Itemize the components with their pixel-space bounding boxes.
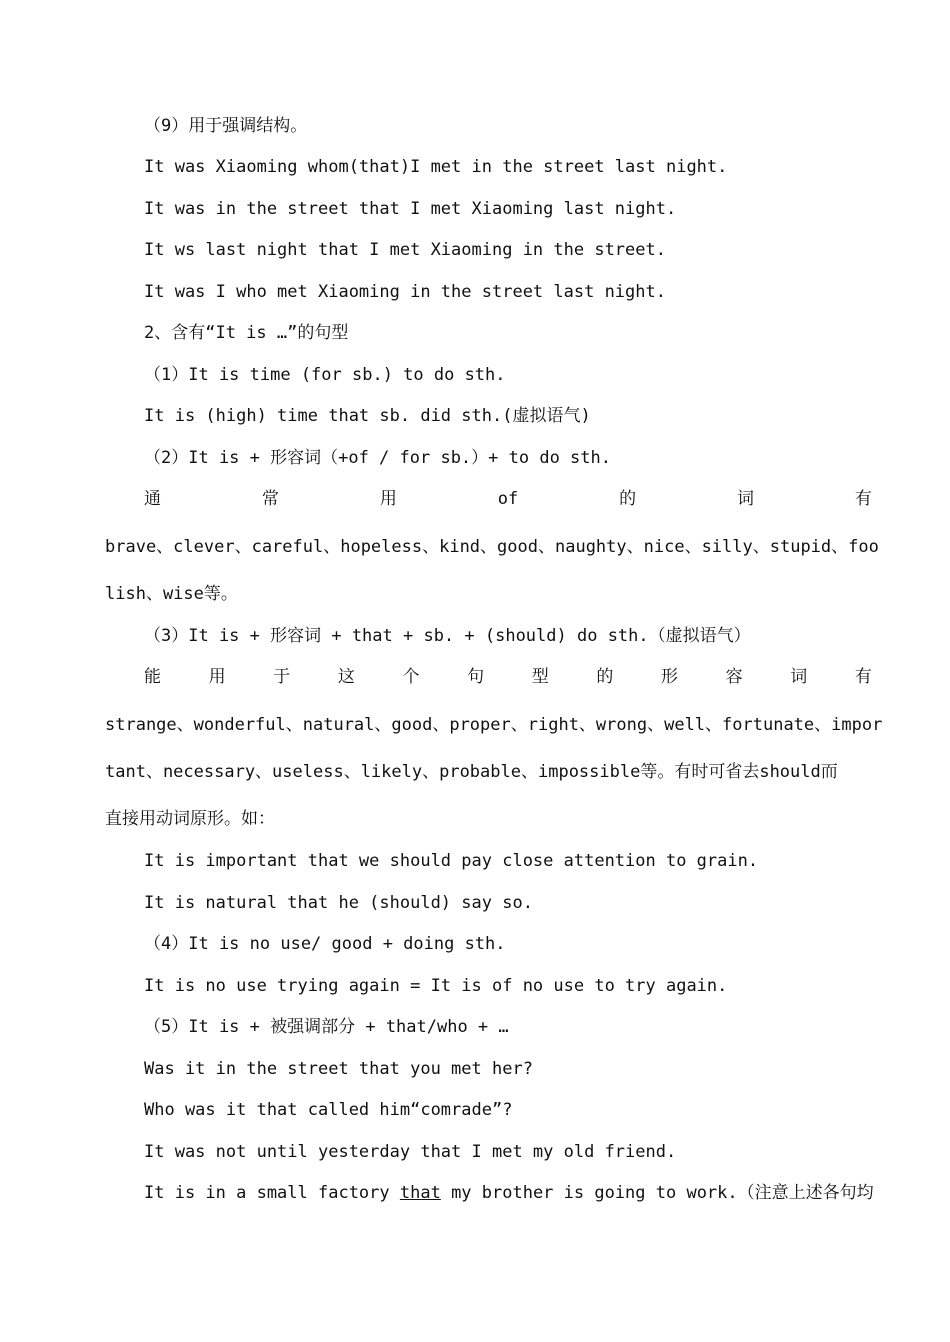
- sentence-part: my brother is going to work.（注意上述各句均: [440, 1183, 874, 1203]
- pattern-2: （2）It is + 形容词（+of / for sb.）+ to do sth.: [144, 448, 611, 468]
- justified-line: [144, 487, 872, 511]
- example-sentence: It is no use trying again = It is of no use to try again.: [144, 976, 728, 996]
- word: 这: [337, 667, 355, 687]
- word: 用: [379, 489, 397, 509]
- example-sentence: It is important that we should pay close attention to grain.: [144, 851, 759, 871]
- word: 词: [737, 489, 755, 509]
- word: 形: [661, 667, 678, 687]
- adjective-list: brave、clever、careful、hopeless、kind、good、naughty、nice、silly、stupid、foo: [105, 537, 879, 557]
- adjective-list-end: lish、wise等。: [105, 584, 238, 604]
- pattern-3: （3）It is + 形容词 + that + sb. + (should) do sth.（虚拟语气）: [144, 626, 751, 646]
- word: 型: [531, 667, 549, 687]
- section-heading-9: （9）用于强调结构。: [144, 116, 308, 136]
- example-sentence: [144, 1181, 874, 1205]
- pattern-1: （1）It is time (for sb.) to do sth.: [144, 365, 506, 385]
- word: 有: [854, 489, 872, 509]
- example-sentence: It was Xiaoming whom(that)I met in the street last night.: [144, 157, 728, 177]
- example-sentence: It is natural that he (should) say so.: [144, 893, 533, 913]
- example-sentence: Who was it that called him“comrade”?: [144, 1100, 513, 1120]
- adjective-list: strange、wonderful、natural、good、proper、right、wrong、well、fortunate、impor: [105, 715, 883, 735]
- word: 常: [261, 489, 279, 509]
- section-heading-2: 2、含有“It is …”的句型: [144, 323, 349, 343]
- justified-line: [144, 665, 872, 689]
- word: 的: [596, 667, 614, 687]
- example-sentence: It was not until yesterday that I met my old friend.: [144, 1142, 677, 1162]
- pattern-5: （5）It is + 被强调部分 + that/who + …: [144, 1017, 509, 1037]
- word: 个: [402, 667, 420, 687]
- example-sentence: It was in the street that I met Xiaoming last night.: [144, 199, 677, 219]
- word: 能: [144, 667, 161, 687]
- word: 有: [854, 667, 872, 687]
- word: 的: [619, 489, 637, 509]
- sentence-part: It is in a small factory: [144, 1183, 400, 1203]
- pattern-1b: It is (high) time that sb. did sth.(虚拟语气): [144, 406, 591, 426]
- note-text: 直接用动词原形。如：: [105, 809, 275, 829]
- adjective-list: tant、necessary、useless、likely、probable、impossible等。有时可省去should而: [105, 762, 838, 782]
- word: 容: [725, 667, 743, 687]
- word: of: [497, 489, 519, 509]
- example-sentence: It was I who met Xiaoming in the street last night.: [144, 282, 666, 302]
- example-sentence: Was it in the street that you met her?: [144, 1059, 533, 1079]
- word: 句: [467, 667, 485, 687]
- word: 词: [790, 667, 808, 687]
- word: 用: [208, 667, 226, 687]
- pattern-4: （4）It is no use/ good + doing sth.: [144, 934, 506, 954]
- example-sentence: It ws last night that I met Xiaoming in the street.: [144, 240, 666, 260]
- underlined-word: that: [399, 1183, 441, 1203]
- word: 于: [273, 667, 291, 687]
- word: 通: [144, 489, 161, 509]
